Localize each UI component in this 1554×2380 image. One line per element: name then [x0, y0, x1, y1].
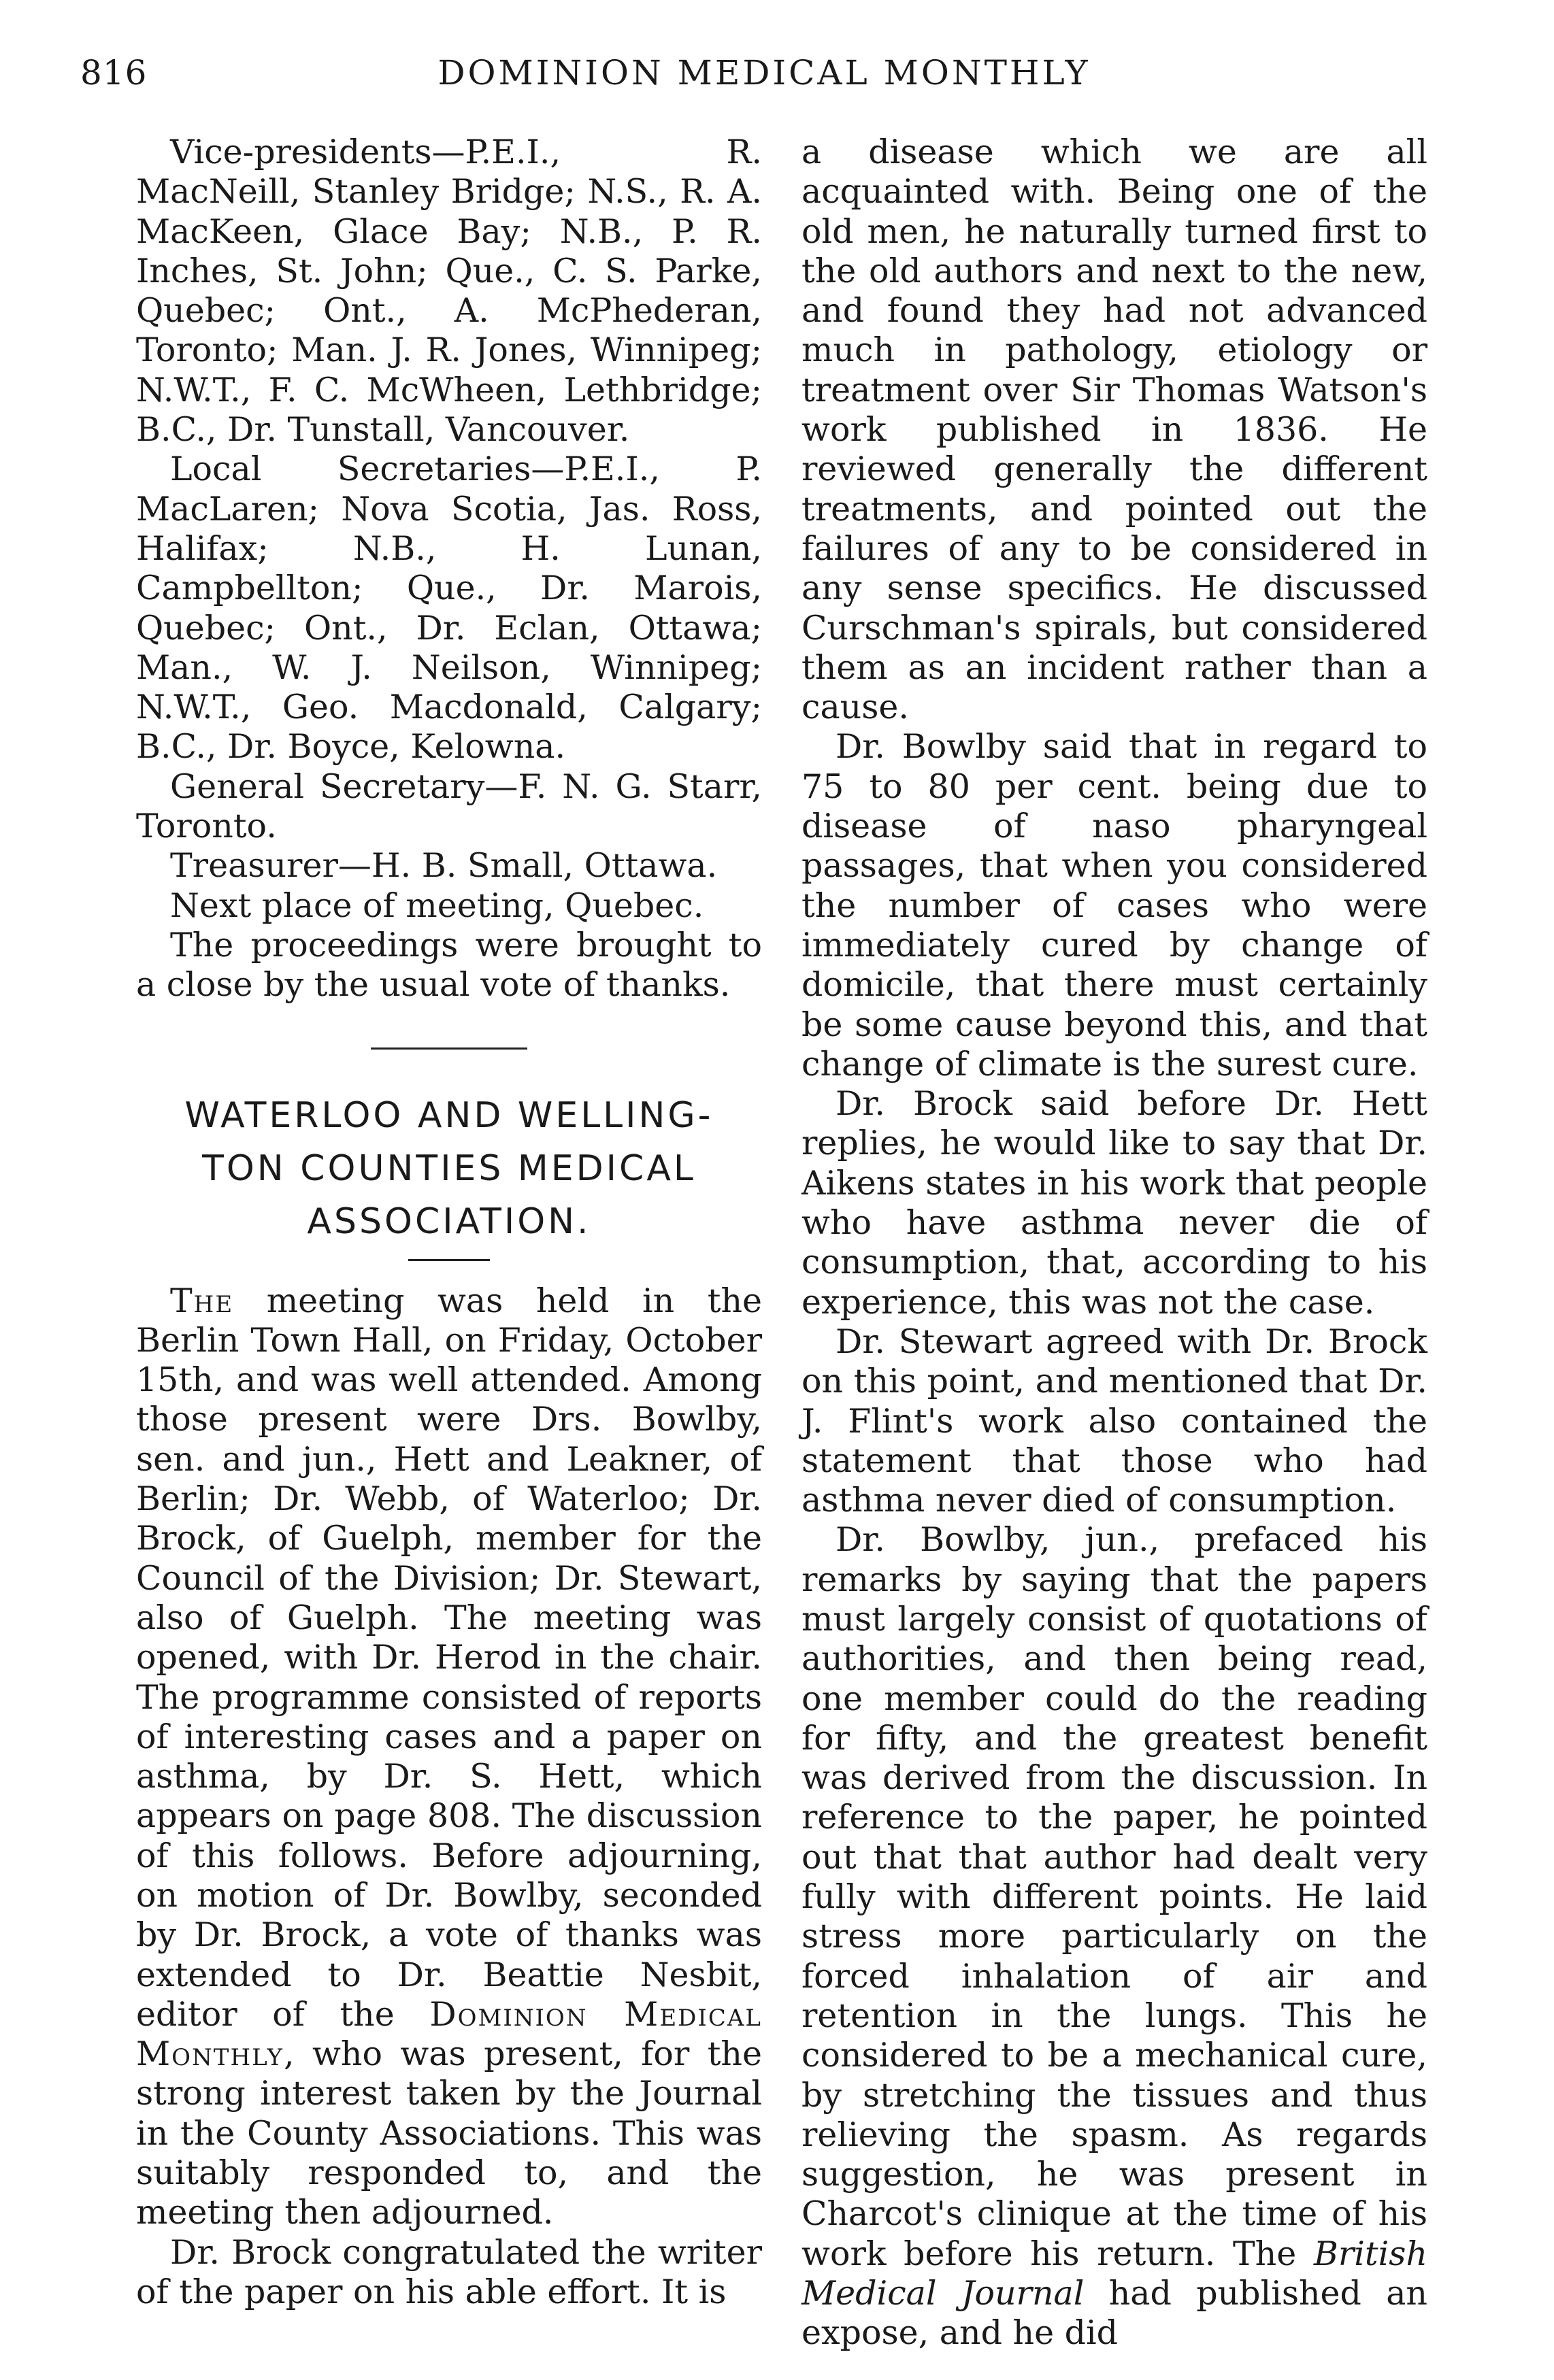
general-secretary-paragraph: General Secretary—F. N. G. Starr, Toronto. [136, 767, 762, 846]
section-heading [136, 1089, 762, 1248]
treasurer-paragraph: Treasurer—H. B. Small, Ottawa. [170, 846, 718, 886]
intro-text-part-2: , who was present, for the strong interest taken by the Journal in the County Associations. This was suitably responded to, and the meeting then adjourned. [136, 2034, 762, 2232]
stewart-paragraph: Dr. Stewart agreed with Dr. Brock on this point, and mentioned that Dr. J. Flint's work also contained the statement that those who had asthma never died of consumption. [801, 1322, 1427, 1520]
proceedings-close-paragraph: The proceedings were brought to a close by the usual vote of thanks. [136, 925, 762, 1005]
intro-lead-word: The [170, 1281, 234, 1320]
bowlby-jun-paragraph [801, 1520, 1427, 2353]
section-divider [371, 1047, 527, 1050]
next-meeting-paragraph: Next place of meeting, Quebec. [170, 886, 704, 925]
page-number: 816 [80, 53, 148, 93]
bowlby-paragraph: Dr. Bowlby said that in regard to 75 to 80 per cent. being due to disease of naso pharyngeal passages, that when you considered the number of cases who were immediately cured by change of domicile, that there must certainly be some cause beyond this, and that change of climate is the surest cure. [801, 727, 1427, 1084]
intro-text-part-1: meeting was held in the Berlin Town Hall, on Friday, October 15th, and was well attended. Among those present were Drs. Bowlby, sen. and jun., Hett and Leakner, of Berlin; Dr. Webb, of Waterloo; Dr. Brock, of Guelph, member for the Council of the Division; Dr. Stewart, also of Guelph. The meeting was opened, with Dr. Herod in the chair. The programme consisted of reports of interesting cases and a paper on asthma, by Dr. S. Hett, which appears on page 808. The discussion of this follows. Before adjourning, on motion of Dr. Bowlby, seconded by Dr. Brock, a vote of thanks was extended to Dr. Beattie Nesbit, editor of the [136, 1281, 762, 2034]
bowlby-jun-journal-name: British Medical Journal [801, 2234, 1427, 2313]
running-head [80, 53, 1448, 107]
journal-title: DOMINION MEDICAL MONTHLY [437, 53, 1091, 93]
bowlby-jun-text-part-1: Dr. Bowlby, jun., prefaced his remarks by saying that the papers must largely consist of quotations of authorities, and then being read, one member could do the reading for fifty, and the greatest benefit was derived from the discussion. In reference to the paper, he pointed out that that author had dealt very fully with different points. He laid stress more particularly on the forced inhalation of air and retention in the lungs. This he considered to be a mechanical cure, by stretching the tissues and thus relieving the spasm. As regards suggestion, he was present in Charcot's clinique at the time of his work before his return. The [801, 1520, 1427, 2273]
bowlby-jun-text-part-2: had published an expose, and he did [801, 2274, 1427, 2353]
intro-journal-name: Dominion Medical Monthly [136, 1994, 762, 2074]
left-column [136, 133, 762, 2312]
vice-presidents-paragraph: Vice-presidents—P.E.I., R. MacNeill, Stanley Bridge; N.S., R. A. MacKeen, Glace Bay; N.B., P. R. Inches, St. John; Que., C. S. Parke, Quebec; Ont., A. McPhederan, Toronto; Man. J. R. Jones, Winnipeg; N.W.T., F. C. McWheen, Lethbridge; B.C., Dr. Tunstall, Vancouver. [136, 133, 762, 450]
continuation-paragraph: a disease which we are all acquainted with. Being one of the old men, he naturally turned first to the old authors and next to the new, and found they had not advanced much in pathology, etiology or treatment over Sir Thomas Watson's work published in 1836. He reviewed generally the different treatments, and pointed out the failures of any to be considered in any sense specifics. He discussed Curschman's spirals, but considered them as an incident rather than a cause. [801, 133, 1427, 727]
brock-congratulation-paragraph: Dr. Brock congratulated the writer of the paper on his able effort. It is [136, 2232, 762, 2311]
meeting-intro-paragraph [136, 1281, 762, 2233]
section-heading-line-2: TON COUNTIES MEDICAL [202, 1147, 696, 1189]
local-secretaries-paragraph: Local Secretaries—P.E.I., P. MacLaren; Nova Scotia, Jas. Ross, Halifax; N.B., H. Lunan, Campbellton; Que., Dr. Marois, Quebec; Ont., Dr. Eclan, Ottawa; Man., W. J. Neilson, Winnipeg; N.W.T., Geo. Macdonald, Calgary; B.C., Dr. Boyce, Kelowna. [136, 450, 762, 767]
heading-divider [408, 1259, 490, 1261]
section-heading-line-3: ASSOCIATION. [307, 1201, 591, 1242]
right-column [801, 133, 1427, 2353]
brock-paragraph: Dr. Brock said before Dr. Hett replies, he would like to say that Dr. Aikens states in his work that people who have asthma never die of consumption, that, according to his experience, this was not the case. [801, 1084, 1427, 1322]
section-heading-line-1: WATERLOO AND WELLING- [184, 1094, 714, 1136]
